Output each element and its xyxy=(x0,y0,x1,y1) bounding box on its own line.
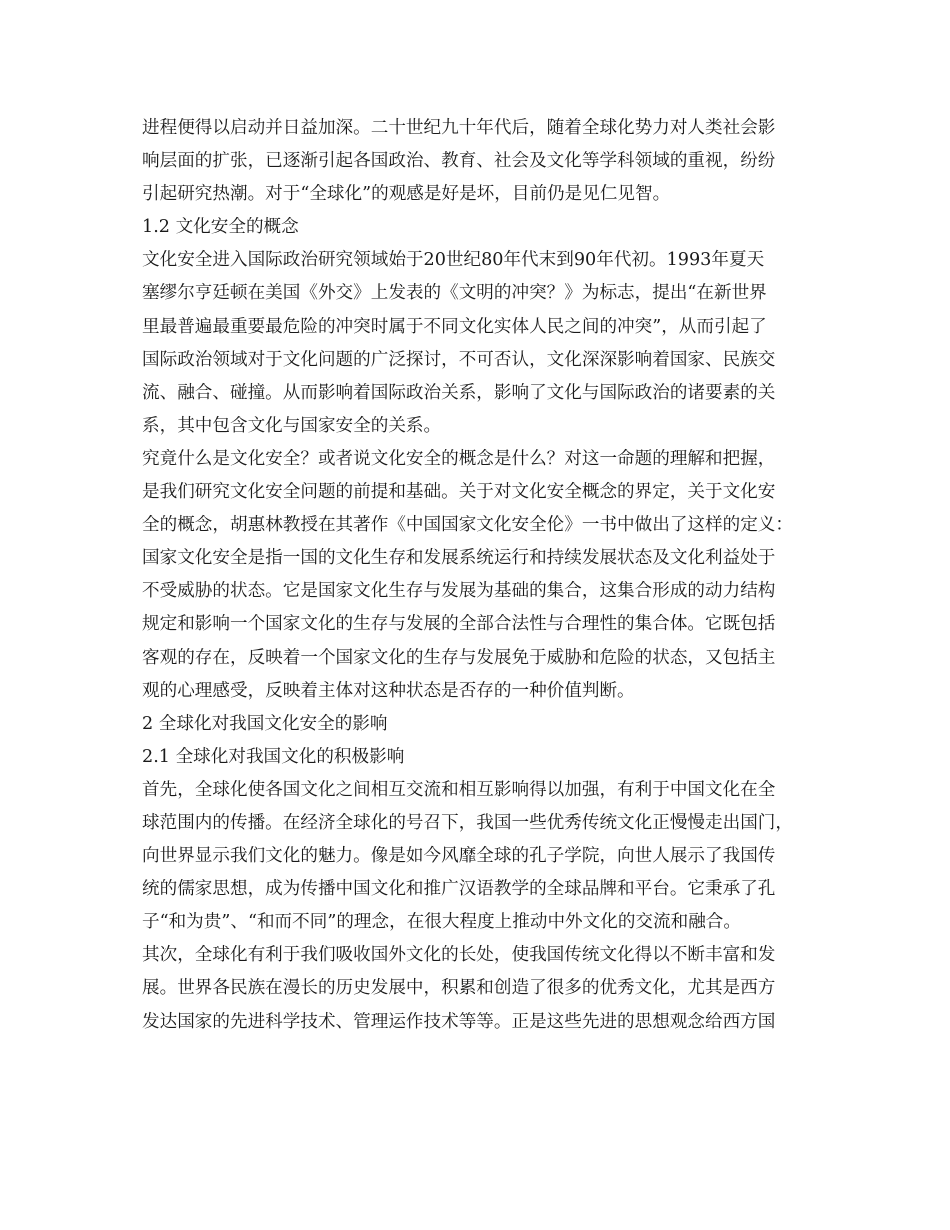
text-line: 里最普遍最重要最危险的冲突时属于不同文化实体人民之间的冲突”，从而引起了 xyxy=(142,316,767,337)
subsection-heading: 2.1 全球化对我国文化的积极影响 xyxy=(142,746,405,767)
section-heading: 1.2 文化安全的概念 xyxy=(142,217,299,238)
text-line: 不受威胁的状态。它是国家文化生存与发展为基础的集合，这集合形成的动力结构 xyxy=(142,581,776,602)
text-line: 响层面的扩张，已逐渐引起各国政治、教育、社会及文化等学科领域的重视，纷纷 xyxy=(142,151,776,172)
text-line: 球范围内的传播。在经济全球化的号召下，我国一些优秀传统文化正慢慢走出国门， xyxy=(142,812,793,833)
text-line: 子“和为贵”、“和而不同”的理念，在很大程度上推动中外文化的交流和融合。 xyxy=(142,912,741,933)
document-body xyxy=(142,112,802,1039)
text-line: 系，其中包含文化与国家安全的关系。 xyxy=(142,415,442,436)
text-line: 究竟什么是文化安全？或者说文化安全的概念是什么？对这一命题的理解和把握， xyxy=(142,448,776,469)
text-line: 统的儒家思想，成为传播中国文化和推广汉语教学的全球品牌和平台。它秉承了孔 xyxy=(142,879,776,900)
text-line: 流、融合、碰撞。从而影响着国际政治关系，影响了文化与国际政治的诸要素的关 xyxy=(142,382,776,403)
text-line: 塞缪尔亨廷顿在美国《外交》上发表的《文明的冲突？》为标志，提出“在新世界 xyxy=(142,283,767,304)
text-line: 国家文化安全是指一国的文化生存和发展系统运行和持续发展状态及文化利益处于 xyxy=(142,548,776,569)
text-line: 客观的存在，反映着一个国家文化的生存与发展免于威胁和危险的状态，又包括主 xyxy=(142,647,776,668)
text-line: 向世界显示我们文化的魅力。像是如今风靡全球的孔子学院，向世人展示了我国传 xyxy=(142,846,776,867)
text-line: 观的心理感受，反映着主体对这种状态是否存的一种价值判断。 xyxy=(142,680,635,701)
text-line: 国际政治领域对于文化问题的广泛探讨，不可否认，文化深深影响着国家、民族交 xyxy=(142,349,776,370)
text-line: 文化安全进入国际政治研究领域始于20世纪80年代末到90年代初。1993年夏天 xyxy=(142,250,765,271)
text-line: 进程便得以启动并日益加深。二十世纪九十年代后，随着全球化势力对人类社会影 xyxy=(142,118,776,138)
text-line: 首先，全球化使各国文化之间相互交流和相互影响得以加强，有利于中国文化在全 xyxy=(142,779,776,800)
section-heading: 2 全球化对我国文化安全的影响 xyxy=(142,713,388,734)
text-line: 展。世界各民族在漫长的历史发展中，积累和创造了很多的优秀文化，尤其是西方 xyxy=(142,978,776,999)
text-line: 是我们研究文化安全问题的前提和基础。关于对文化安全概念的界定，关于文化安 xyxy=(142,482,776,503)
text-line: 发达国家的先进科学技术、管理运作技术等等。正是这些先进的思想观念给西方国 xyxy=(142,1011,776,1032)
text-line: 规定和影响一个国家文化的生存与发展的全部合法性与合理性的集合体。它既包括 xyxy=(142,614,776,635)
text-line: 全的概念，胡惠林教授在其著作《中国国家文化安全伦》一书中做出了这样的定义： xyxy=(142,515,793,536)
text-line: 引起研究热潮。对于“全球化”的观感是好是坏，目前仍是见仁见智。 xyxy=(142,184,671,205)
text-line: 其次，全球化有利于我们吸收国外文化的长处，使我国传统文化得以不断丰富和发 xyxy=(142,945,776,966)
